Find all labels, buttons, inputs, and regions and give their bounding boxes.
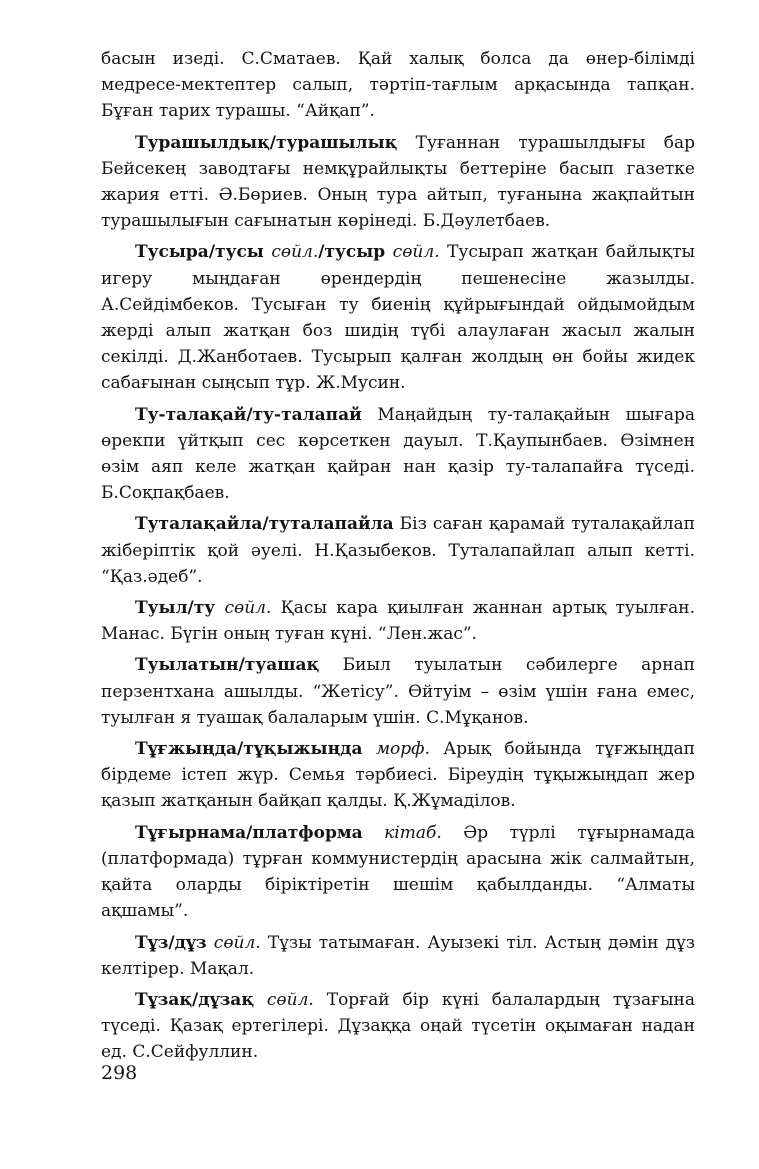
dictionary-entry [101, 402, 695, 507]
entry-headword: Тұғжыңда/тұқыжыңда [135, 739, 363, 760]
continuation-paragraph [101, 46, 695, 125]
entry-usage-mark: сөйл. [224, 598, 272, 619]
dictionary-entry [101, 987, 695, 1066]
entry-text: Торғай бір күні балалардың тұзағына түседі. Қазақ ертегілері. Дұзаққа оңай түсетін оқымаған надан ед. С.Сейфуллин. [101, 989, 696, 1063]
entry-headword: Тусыра/тусы [135, 242, 264, 263]
entry-usage-mark: морф. [375, 739, 430, 760]
dictionary-entry [101, 736, 695, 815]
entry-usage-mark: сөйл. [213, 932, 261, 953]
dictionary-entry [101, 930, 695, 982]
entry-text: Биыл туылатын сәбилерге арнап перзентхана ашылды. “Жетісу”. Өйтуім – өзім үшін ғана емес, туылған я туашақ балаларым үшін. С.Мұқанов. [101, 655, 695, 728]
entry-headword-variant: /тусыр [318, 242, 386, 263]
entry-headword: Туылатын/туашақ [135, 655, 320, 676]
entry-usage-mark: сөйл. [266, 989, 314, 1010]
entry-text: Тусырап жатқан байлықты игеру мыңдаған өрендердің пешенесіне жазылды. А.Сейдімбеков. Тусыған ту биенің құйрығындай ойдымойдым жерді алып жатқан боз шидің түбі алаулаған жасыл жалын секілді. Д.Жанботаев. Тусырып қалған жолдың өн бойы жидек сабағынан сыңсып тұр. Ж.Мусин. [101, 242, 696, 394]
entry-text: Маңайдың ту-талақайын шығара өрекпи үйтқып сес көрсеткен дауыл. Т.Қаупынбаев. Өзімнен өзім аяп келе жатқан қайран нан қазір ту-талапайға түседі. Б.Соқпақбаев. [101, 404, 695, 504]
dictionary-text [101, 46, 695, 1071]
dictionary-entry [101, 652, 695, 731]
entry-text: Біз саған қарамай туталақайлап жіберіптік қой әуелі. Н.Қазыбеков. Туталапайлап алып кетті. “Қаз.әдеб”. [101, 514, 695, 587]
entry-headword: Туыл/ту [135, 598, 216, 619]
entry-headword: Туталақайла/туталапайла [135, 514, 394, 535]
entry-headword: Турашылдық/турашылық [135, 132, 398, 153]
dictionary-entry [101, 130, 695, 235]
entry-headword: Тұзақ/дұзақ [135, 989, 254, 1010]
entry-usage-mark: сөйл. [392, 242, 440, 263]
entry-usage-mark: кітаб. [384, 822, 442, 843]
dictionary-entry [101, 595, 695, 647]
entry-text: Тұзы татымаған. Ауызекі тіл. Астың дәмін дұз келтірер. Мақал. [101, 932, 695, 979]
entry-headword: Тұз/дұз [135, 932, 207, 953]
page-number: 298 [101, 1062, 138, 1084]
dictionary-entry [101, 239, 695, 396]
entry-usage-mark: сөйл. [271, 242, 319, 263]
entry-text: Қасы кара қиылған жаннан артық туылған. Манас. Бүгін оның туған күні. “Лен.жас”. [101, 598, 695, 645]
entry-text: Туғаннан турашылдығы бар Бейсекең заводтағы немқұрайлықты беттеріне басып газетке жария етті. Ә.Бөриев. Оның тура айтып, туғанына жақпайтын турашылығын сағынатын көрінеді. Б.Дәулетбаев. [101, 132, 695, 232]
entry-text: Әр түрлі тұғырнамада (платформада) тұрған коммунистердің арасына жік салмайтын, қайта оларды біріктіретін шешім қабылданды. “Алматы ақшамы”. [101, 822, 696, 922]
dictionary-entry [101, 511, 695, 590]
dictionary-entry [101, 820, 695, 925]
entry-headword: Тұғырнама/платформа [135, 822, 363, 843]
continuation-text: басын изеді. С.Сматаев. Қай халық болса да өнер-білімді медресе-мектептер салып, тәртіп-тағлым арқасында тапқан. Бұған тарих турашы. “Айқап”. [101, 49, 695, 122]
entry-text: Арық бойында тұғжыңдап бірдеме істеп жүр. Семья тәрбиесі. Біреудің тұқыжыңдап жер қазып жатқанын байқап қалды. Қ.Жұмаділов. [101, 739, 696, 812]
entry-headword: Ту-талақай/ту-талапай [135, 404, 362, 425]
